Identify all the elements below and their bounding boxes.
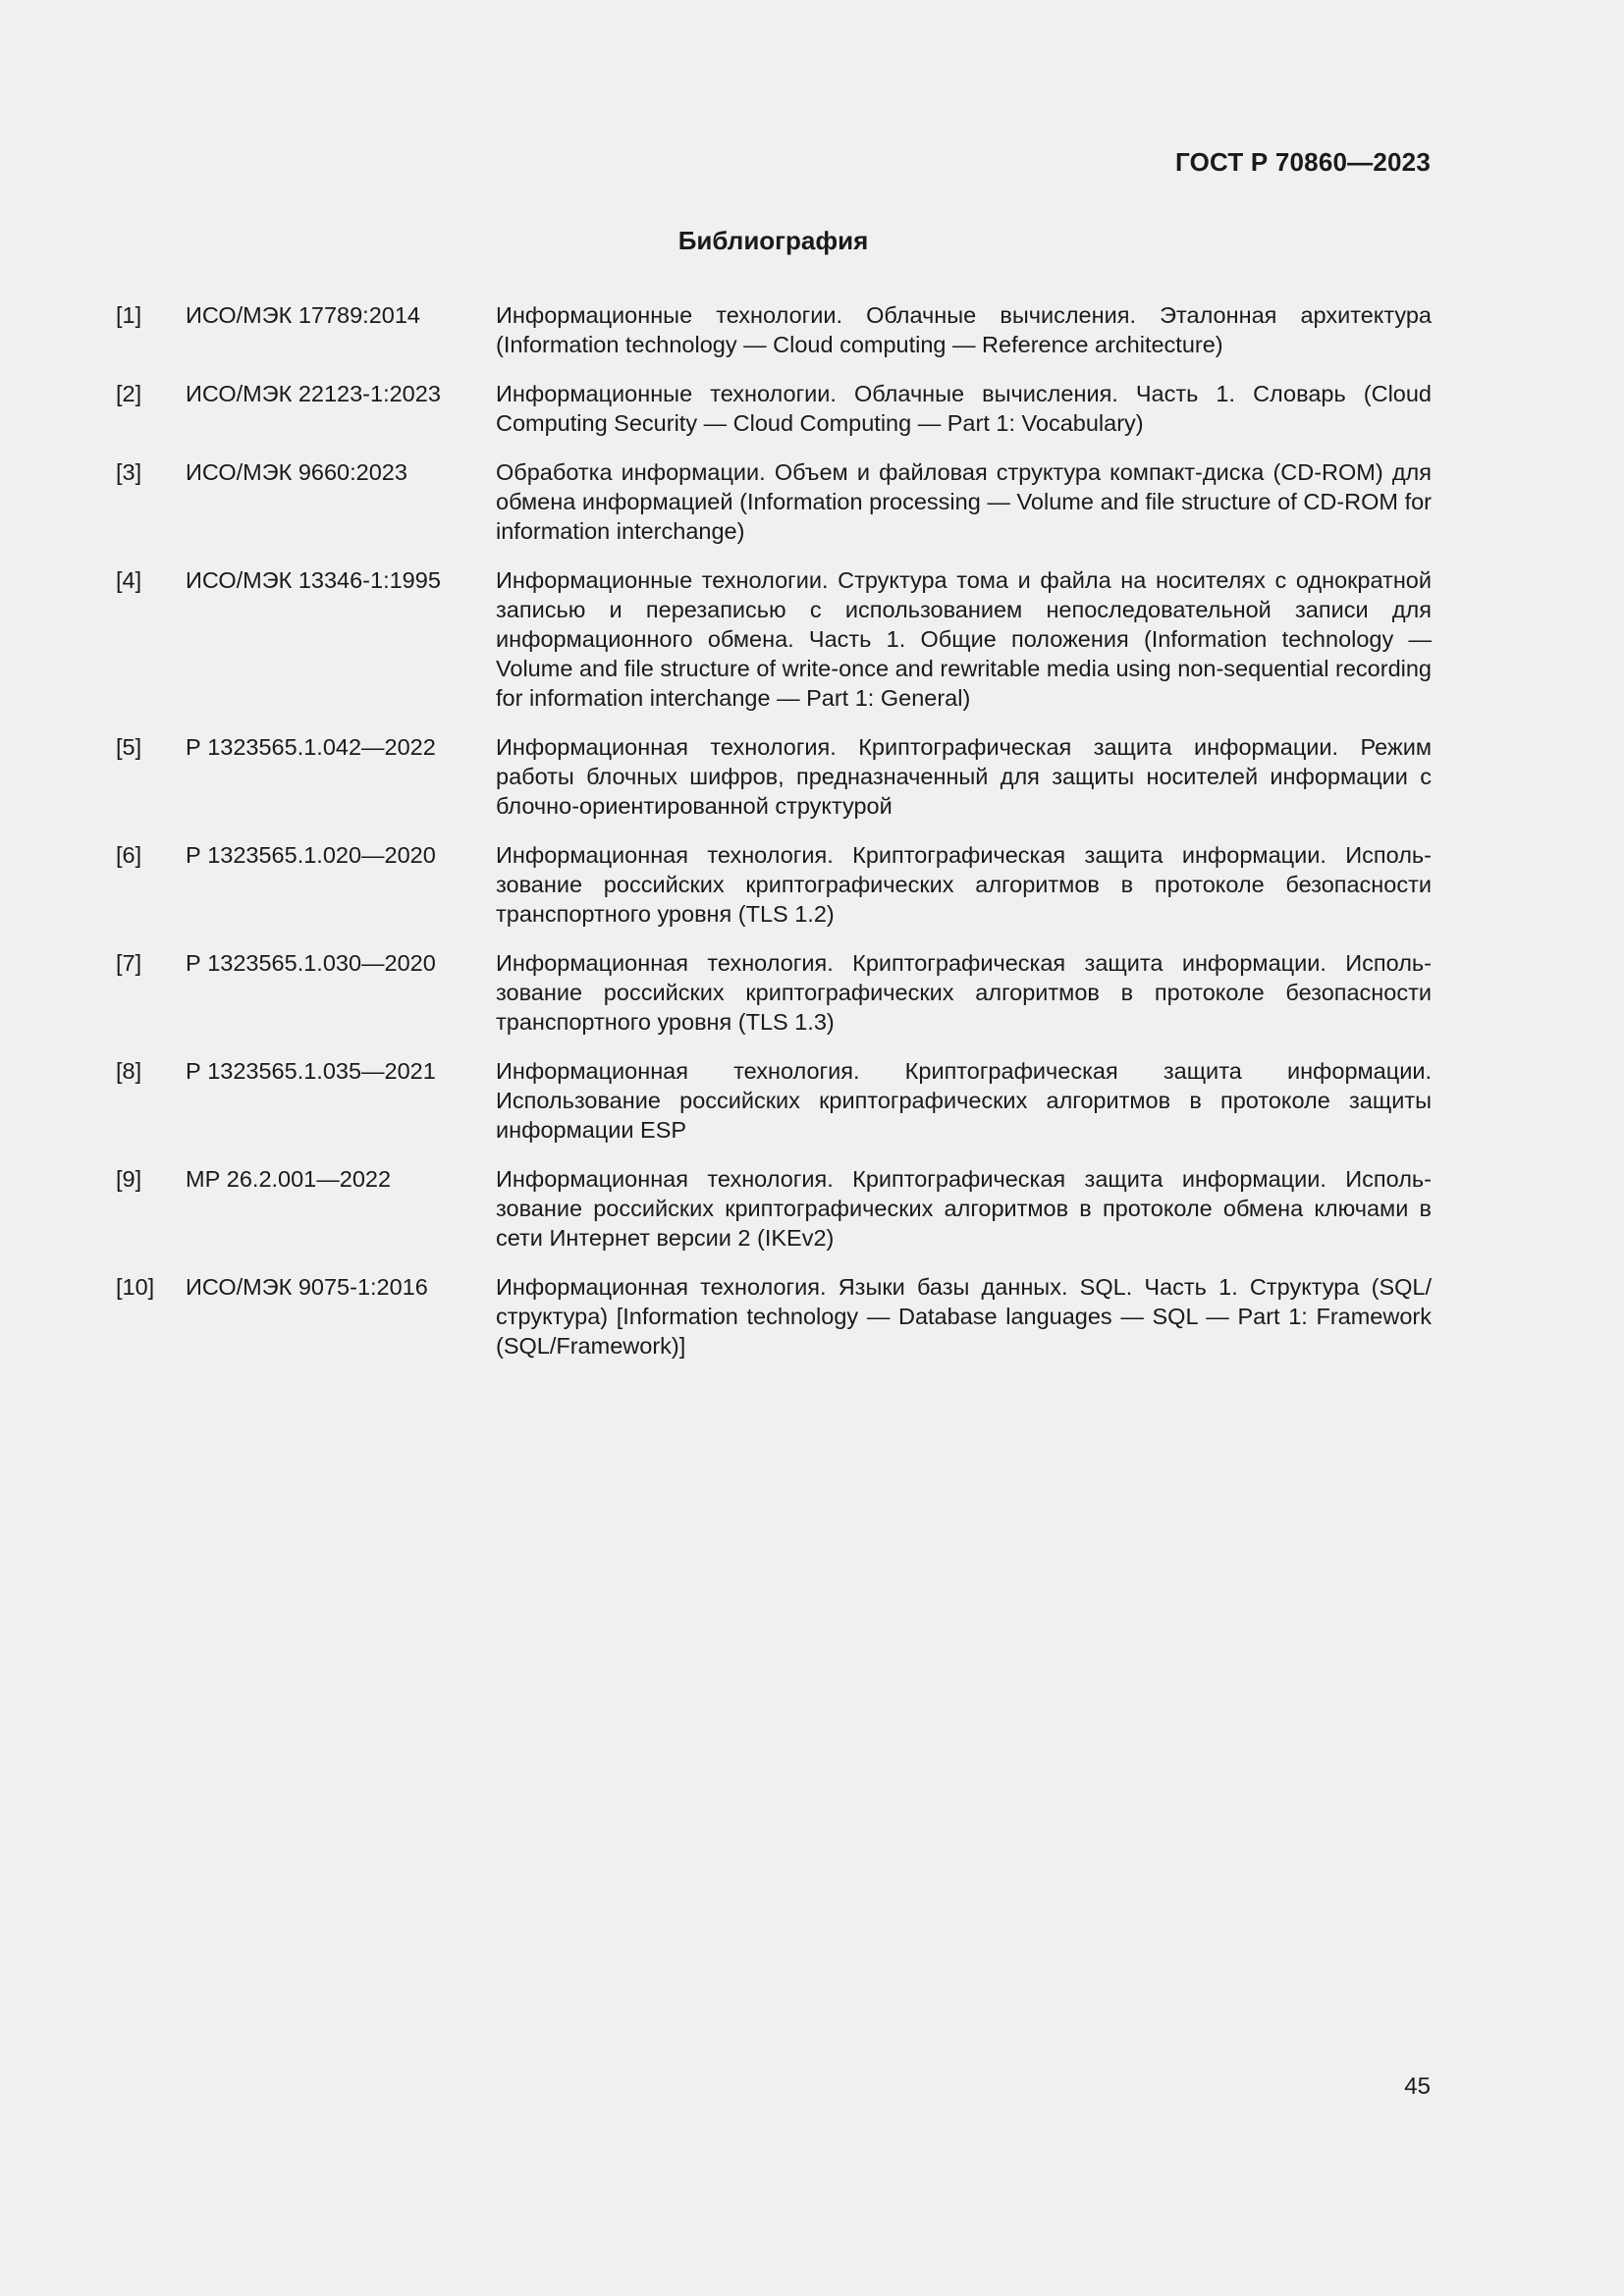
entry-reference: ИСО/МЭК 13346-1:1995 bbox=[186, 567, 441, 593]
entry-title: Информационная технология. Криптографическая защита информации. Использование российских криптографических алгоритмов в протоколе безопасности транспортного уровня (TLS 1.2) bbox=[496, 842, 1432, 927]
entry-reference: ИСО/МЭК 22123-1:2023 bbox=[186, 381, 441, 406]
entry-number: [7] bbox=[116, 950, 142, 976]
entry-number: [10] bbox=[116, 1274, 155, 1300]
entry-number: [4] bbox=[116, 567, 142, 593]
document-code: ГОСТ Р 70860—2023 bbox=[1175, 147, 1431, 177]
bibliography-entry bbox=[116, 379, 1432, 438]
entry-number: [6] bbox=[116, 842, 142, 868]
entry-number: [9] bbox=[116, 1166, 142, 1192]
bibliography-list bbox=[116, 300, 1432, 1380]
entry-number: [5] bbox=[116, 734, 142, 760]
bibliography-entry bbox=[116, 457, 1432, 546]
entry-title: Обработка информации. Объем и файловая структура компакт-диска (CD-ROM) для обмена информацией (Information processing — Volume and file structure of CD-ROM for information interchange) bbox=[496, 459, 1432, 544]
entry-reference: Р 1323565.1.030—2020 bbox=[186, 950, 436, 976]
page-number: 45 bbox=[1404, 2073, 1431, 2100]
entry-number: [8] bbox=[116, 1058, 142, 1084]
entry-title: Информационная технология. Языки базы данных. SQL. Часть 1. Структура (SQL/ структура) [Information technology — Database languages — SQL — Part 1: Framework (SQL/Framework)] bbox=[496, 1274, 1432, 1359]
bibliography-entry bbox=[116, 1272, 1432, 1361]
entry-title: Информационные технологии. Облачные вычисления. Эталонная архитектура (Information technology — Cloud computing — Reference architecture) bbox=[496, 302, 1432, 357]
entry-reference: Р 1323565.1.020—2020 bbox=[186, 842, 436, 868]
entry-reference: Р 1323565.1.042—2022 bbox=[186, 734, 436, 760]
bibliography-entry bbox=[116, 948, 1432, 1037]
entry-title: Информационная технология. Криптографическая защита информации. Режим работы блочных шифров, предназначенный для защиты носителей информации с блочно-ориентированной структурой bbox=[496, 734, 1432, 819]
entry-number: [2] bbox=[116, 381, 142, 406]
entry-title: Информационные технологии. Облачные вычисления. Часть 1. Словарь (Cloud Computing Security — Cloud Computing — Part 1: Vocabulary) bbox=[496, 381, 1432, 436]
bibliography-entry bbox=[116, 840, 1432, 929]
bibliography-entry bbox=[116, 732, 1432, 821]
bibliography-entry bbox=[116, 1164, 1432, 1253]
entry-reference: МР 26.2.001—2022 bbox=[186, 1166, 392, 1192]
entry-number: [1] bbox=[116, 302, 142, 328]
bibliography-entry bbox=[116, 300, 1432, 359]
entry-title: Информационная технология. Криптографическая защита информации. Использование российских криптографических алгоритмов в протоколе защиты информации ESP bbox=[496, 1058, 1432, 1143]
entry-title: Информационные технологии. Структура тома и файла на носителях с однократной записью и перезаписью с использованием непоследовательной записи для информационного обмена. Часть 1. Общие положения (Information technology — Volume and file structure of write-once and rewritable media using non-sequential recording for information interchange — Part 1: General) bbox=[496, 567, 1432, 711]
entry-number: [3] bbox=[116, 459, 142, 485]
entry-reference: ИСО/МЭК 17789:2014 bbox=[186, 302, 420, 328]
section-title: Библиография bbox=[677, 226, 869, 255]
bibliography-entry bbox=[116, 1056, 1432, 1145]
entry-reference: ИСО/МЭК 9075-1:2016 bbox=[186, 1274, 428, 1300]
entry-title: Информационная технология. Криптографическая защита информации. Использование российских криптографических алгоритмов в протоколе обмена ключами в сети Интернет версии 2 (IKEv2) bbox=[496, 1166, 1432, 1251]
entry-title: Информационная технология. Криптографическая защита информации. Использование российских криптографических алгоритмов в протоколе безопасности транспортного уровня (TLS 1.3) bbox=[496, 950, 1432, 1035]
entry-reference: ИСО/МЭК 9660:2023 bbox=[186, 459, 407, 485]
entry-reference: Р 1323565.1.035—2021 bbox=[186, 1058, 436, 1084]
bibliography-entry bbox=[116, 565, 1432, 713]
